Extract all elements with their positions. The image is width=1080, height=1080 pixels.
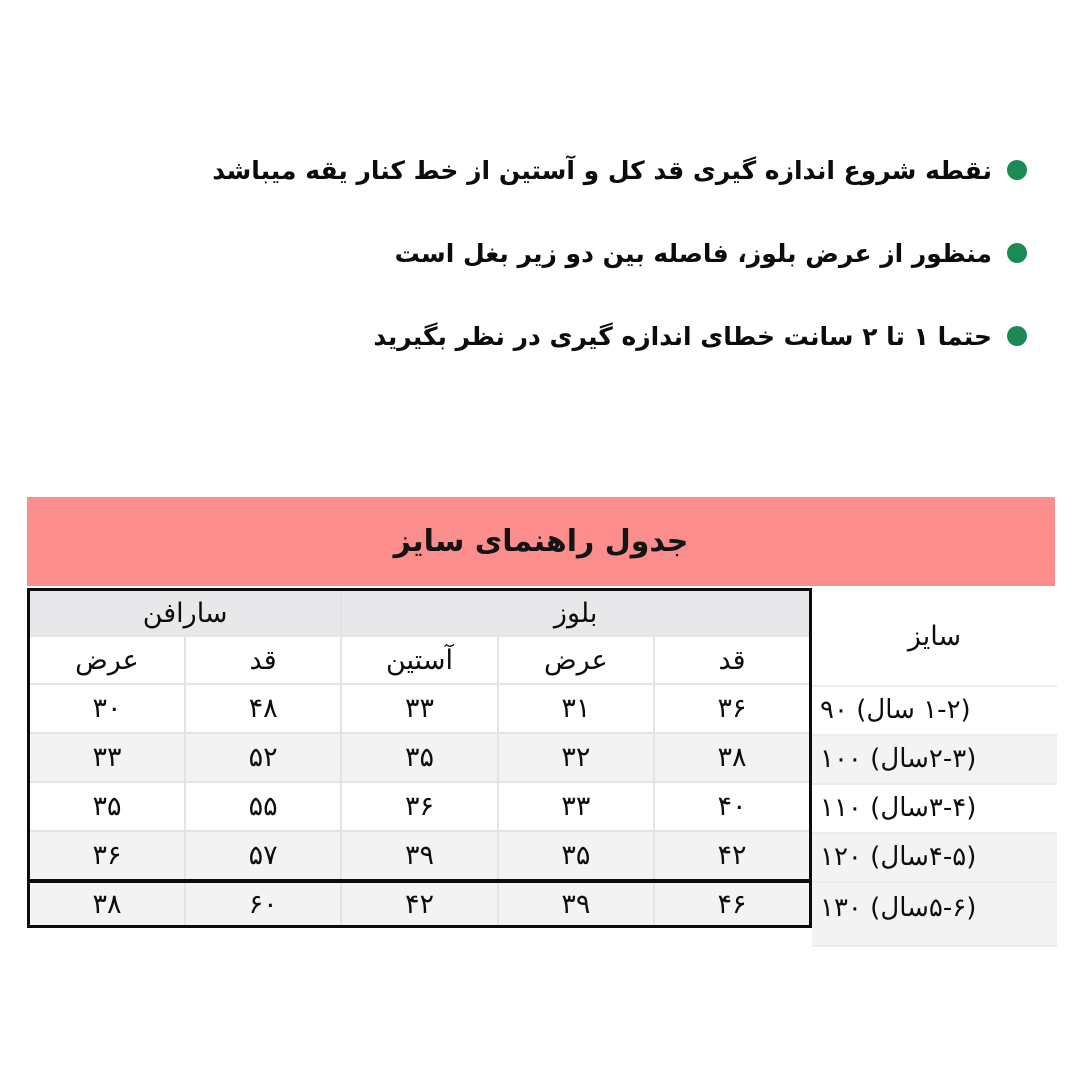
cell-blouse-qad: ۴۶ xyxy=(654,881,810,927)
cell-sarafan-arz: ۳۵ xyxy=(29,782,185,831)
table-row xyxy=(29,684,811,733)
size-guide-header xyxy=(27,497,1055,586)
header-blouse-astin: آستین xyxy=(341,636,497,684)
size-table-block xyxy=(27,588,1057,947)
table-row xyxy=(29,733,811,782)
group-header-sarafan: سارافن xyxy=(29,590,342,637)
cell-blouse-arz: ۳۹ xyxy=(498,881,654,927)
note-text: منظور از عرض بلوز، فاصله بین دو زیر بغل است xyxy=(394,238,992,268)
table-row xyxy=(29,881,811,927)
header-sarafan-arz: عرض xyxy=(29,636,185,684)
header-blouse-qad: قد xyxy=(654,636,810,684)
cell-blouse-astin: ۳۳ xyxy=(341,684,497,733)
cell-sarafan-qad: ۵۲ xyxy=(185,733,341,782)
note-item xyxy=(212,150,1027,190)
cell-sarafan-qad: ۶۰ xyxy=(185,881,341,927)
cell-sarafan-arz: ۳۳ xyxy=(29,733,185,782)
cell-sarafan-qad: ۵۷ xyxy=(185,831,341,881)
cell-sarafan-arz: ۳۸ xyxy=(29,881,185,927)
cell-blouse-arz: ۳۱ xyxy=(498,684,654,733)
cell-sarafan-qad: ۵۵ xyxy=(185,782,341,831)
cell-blouse-arz: ۳۵ xyxy=(498,831,654,881)
group-header-blouse: بلوز xyxy=(341,590,810,637)
note-text: نقطه شروع اندازه گیری قد کل و آستین از خط کنار یقه میباشد xyxy=(212,155,992,185)
sub-header-row xyxy=(29,636,811,684)
header-sarafan-qad: قد xyxy=(185,636,341,684)
cell-blouse-qad: ۳۶ xyxy=(654,684,810,733)
header-blouse-arz: عرض xyxy=(498,636,654,684)
cell-size-label: (۴-۵سال) ۱۲۰ xyxy=(812,834,1057,883)
bullet-dot-icon xyxy=(1007,326,1027,346)
cell-blouse-astin: ۳۹ xyxy=(341,831,497,881)
cell-blouse-arz: ۳۲ xyxy=(498,733,654,782)
size-guide-title: جدول راهنمای سایز xyxy=(393,524,689,559)
header-size: سایز xyxy=(812,588,1057,687)
cell-sarafan-arz: ۳۰ xyxy=(29,684,185,733)
cell-sarafan-qad: ۴۸ xyxy=(185,684,341,733)
cell-sarafan-arz: ۳۶ xyxy=(29,831,185,881)
bullet-dot-icon xyxy=(1007,243,1027,263)
measurement-notes xyxy=(212,150,1027,356)
cell-size-label: (۱-۲ سال) ۹۰ xyxy=(812,687,1057,736)
cell-blouse-qad: ۳۸ xyxy=(654,733,810,782)
group-header-row xyxy=(29,590,811,637)
note-item xyxy=(395,233,1027,273)
bullet-dot-icon xyxy=(1007,160,1027,180)
note-text: حتما ۱ تا ۲ سانت خطای اندازه گیری در نظر بگیرید xyxy=(373,321,992,351)
cell-blouse-arz: ۳۳ xyxy=(498,782,654,831)
size-table xyxy=(27,588,812,928)
cell-blouse-astin: ۳۵ xyxy=(341,733,497,782)
cell-size-label: (۳-۴سال) ۱۱۰ xyxy=(812,785,1057,834)
table-row xyxy=(29,782,811,831)
size-column xyxy=(812,588,1057,947)
cell-blouse-qad: ۴۲ xyxy=(654,831,810,881)
cell-blouse-astin: ۴۲ xyxy=(341,881,497,927)
cell-blouse-qad: ۴۰ xyxy=(654,782,810,831)
cell-size-label: (۵-۶سال) ۱۳۰ xyxy=(812,883,1057,947)
cell-blouse-astin: ۳۶ xyxy=(341,782,497,831)
note-item xyxy=(373,316,1027,356)
table-row xyxy=(29,831,811,881)
cell-size-label: (۲-۳سال) ۱۰۰ xyxy=(812,736,1057,785)
